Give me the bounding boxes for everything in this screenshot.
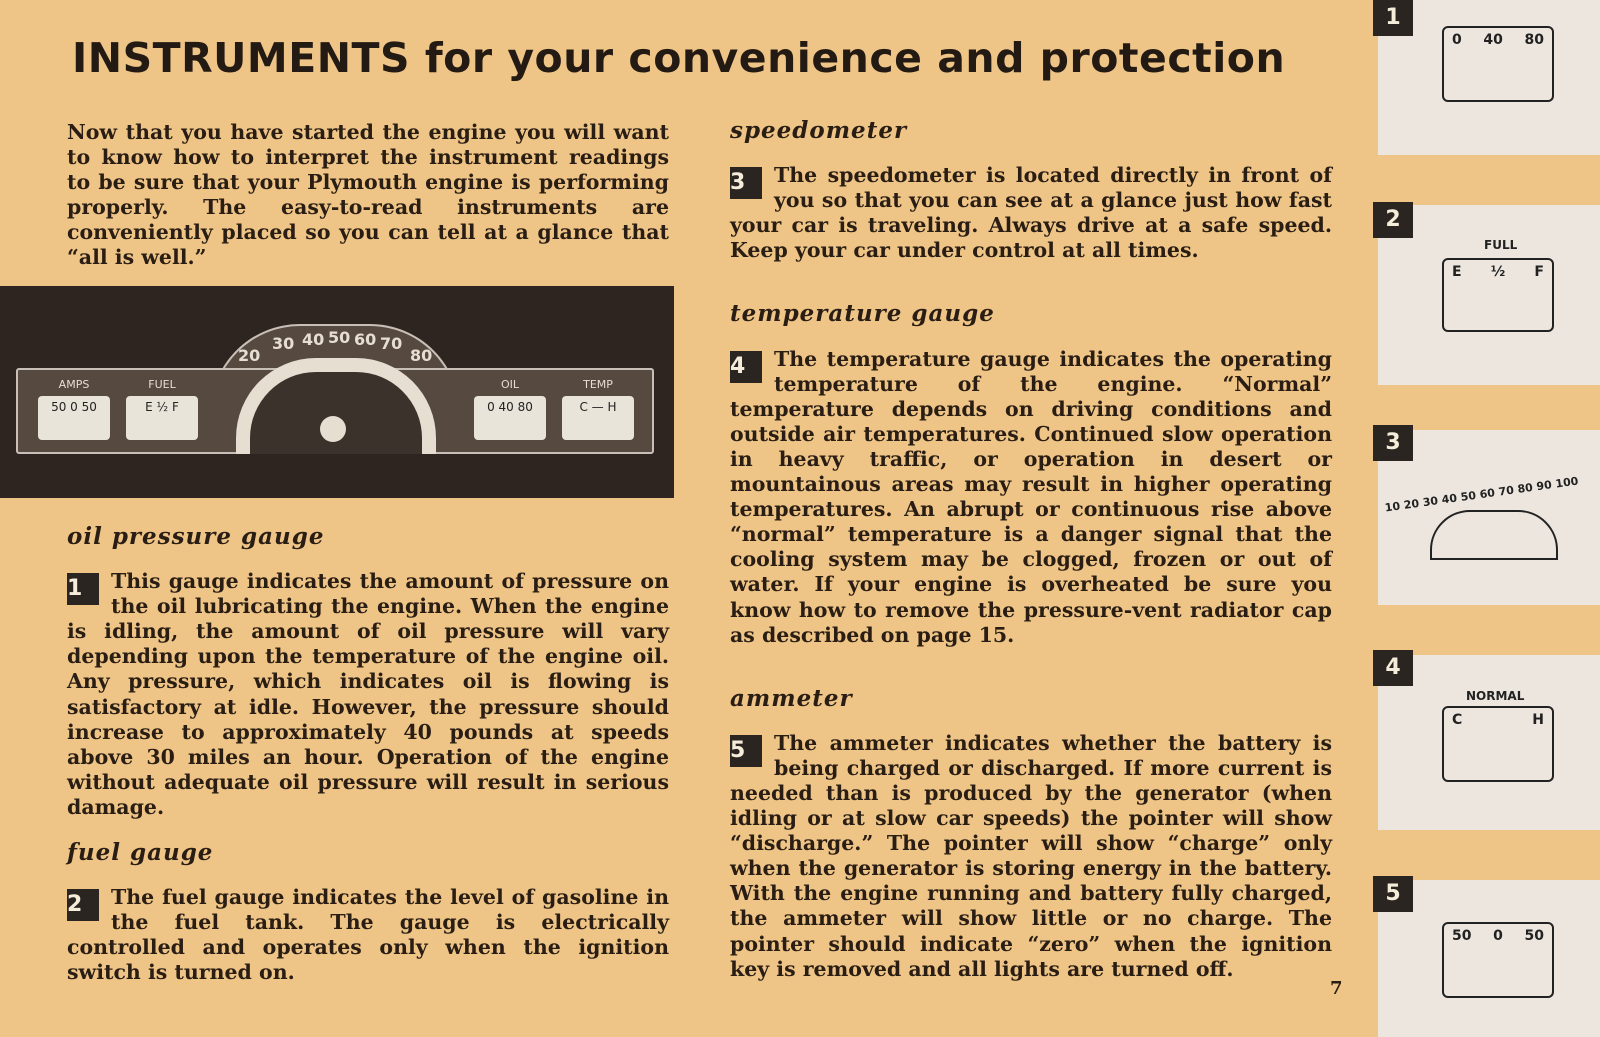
speed-mark: 60 bbox=[354, 330, 377, 349]
full-label: FULL bbox=[1484, 238, 1518, 252]
sidebar-number: 4 bbox=[1373, 650, 1413, 686]
section-text: 2 The fuel gauge indicates the level of gasoline in the fuel tank. The gauge is electrically controlled and operates only when the ignition switch is turned on. bbox=[67, 885, 669, 985]
speed-mark: 30 bbox=[272, 334, 295, 353]
speed-mark: 20 bbox=[238, 346, 261, 365]
section-text: 3 The speedometer is located directly in front of you so that you can see at a glance just how fast your car is traveling. Always drive at a safe speed. Keep your car under control at all times. bbox=[730, 163, 1332, 263]
sidebar-number: 1 bbox=[1373, 0, 1413, 36]
speed-mark: 40 bbox=[302, 330, 325, 349]
section-text: 4 The temperature gauge indicates the operating temperature of the engine. “Normal” temperature depends on driving conditions and outside air temperatures. Continued slow operation in heavy traffic, or operation in desert or mountainous areas may result in higher operating temperatures. An abrupt or continuous rise above “normal” temperature is a danger signal that the cooling system may be clogged, frozen or out of water. If your engine is overheated be sure you know how to remove the pressure-vent radiator cap as described on page 15. bbox=[730, 346, 1332, 647]
fuel-label: FUEL bbox=[148, 378, 176, 391]
section-number: 1 bbox=[67, 573, 99, 605]
speed-mark: 70 bbox=[380, 334, 403, 353]
left-sections bbox=[67, 524, 669, 986]
speed-mark: 80 bbox=[410, 346, 433, 365]
oil-gauge: 0 40 80 bbox=[474, 396, 546, 440]
speedometer-diagram-dial bbox=[1430, 510, 1558, 560]
temp-gauge: C — H bbox=[562, 396, 634, 440]
speed-mark: 50 bbox=[328, 328, 351, 347]
page-number: 7 bbox=[1330, 978, 1343, 999]
section-heading: temperature gauge bbox=[730, 300, 995, 328]
section-heading: ammeter bbox=[730, 684, 853, 712]
dashboard-illustration bbox=[0, 286, 674, 498]
section-text: 5 The ammeter indicates whether the battery is being charged or discharged. If more current is needed than is produced by the generator (when idling or at slow car speeds) the pointer will show “discharge.” The pointer will show “charge” only when the generator is storing energy in the battery. With the engine running and battery fully charged, the ammeter will show little or no charge. The pointer should indicate “zero” when the ignition key is removed and all lights are turned off. bbox=[730, 730, 1332, 981]
sidebar-number: 5 bbox=[1373, 876, 1413, 912]
fuel-gauge: E ½ F bbox=[126, 396, 198, 440]
temperature-gauge-diagram: C H bbox=[1442, 706, 1554, 782]
section-number: 3 bbox=[730, 167, 762, 199]
oil-label: OIL bbox=[500, 378, 520, 391]
right-column bbox=[730, 118, 1332, 982]
section-heading: oil pressure gauge bbox=[67, 523, 325, 550]
section-text: 1 This gauge indicates the amount of pressure on the oil lubricating the engine. When the engine is idling, the amount of oil pressure will vary depending upon the temperature of the engine oil. Any pressure, which indicates oil is flowing is satisfactory at idle. However, the pressure should increase to approximately 40 pounds at speeds above 30 miles an hour. Operation of the engine without adequate oil pressure will result in serious damage. bbox=[67, 569, 669, 819]
normal-label: NORMAL bbox=[1466, 689, 1525, 703]
ammeter-diagram: 50 0 50 bbox=[1442, 922, 1554, 998]
intro-paragraph: Now that you have started the engine you will want to know how to interpret the instrument readings to be sure that your Plymouth engine is performing properly. The easy-to-read instruments are conveniently placed so you can tell at a glance that “all is well.” bbox=[67, 120, 669, 270]
section-heading: speedometer bbox=[730, 117, 908, 144]
left-column bbox=[67, 120, 669, 271]
section-heading: fuel gauge bbox=[67, 839, 214, 867]
amps-gauge: 50 0 50 bbox=[38, 396, 110, 440]
temp-label: TEMP bbox=[583, 378, 613, 391]
fuel-gauge-diagram: E ½ F bbox=[1442, 258, 1554, 332]
section-number: 5 bbox=[730, 735, 762, 767]
amps-label: AMPS bbox=[58, 378, 90, 391]
speedometer-diagram: 10 20 30 40 50 60 70 80 90 100 bbox=[1384, 474, 1580, 515]
sidebar-number: 3 bbox=[1373, 425, 1413, 461]
section-number: 4 bbox=[730, 351, 762, 383]
page-title: INSTRUMENTS for your convenience and protection bbox=[72, 34, 1286, 82]
speedometer-hub bbox=[320, 416, 346, 442]
sidebar-number: 2 bbox=[1373, 202, 1413, 238]
oil-gauge-diagram: 0 40 80 bbox=[1442, 26, 1554, 102]
section-number: 2 bbox=[67, 889, 99, 921]
